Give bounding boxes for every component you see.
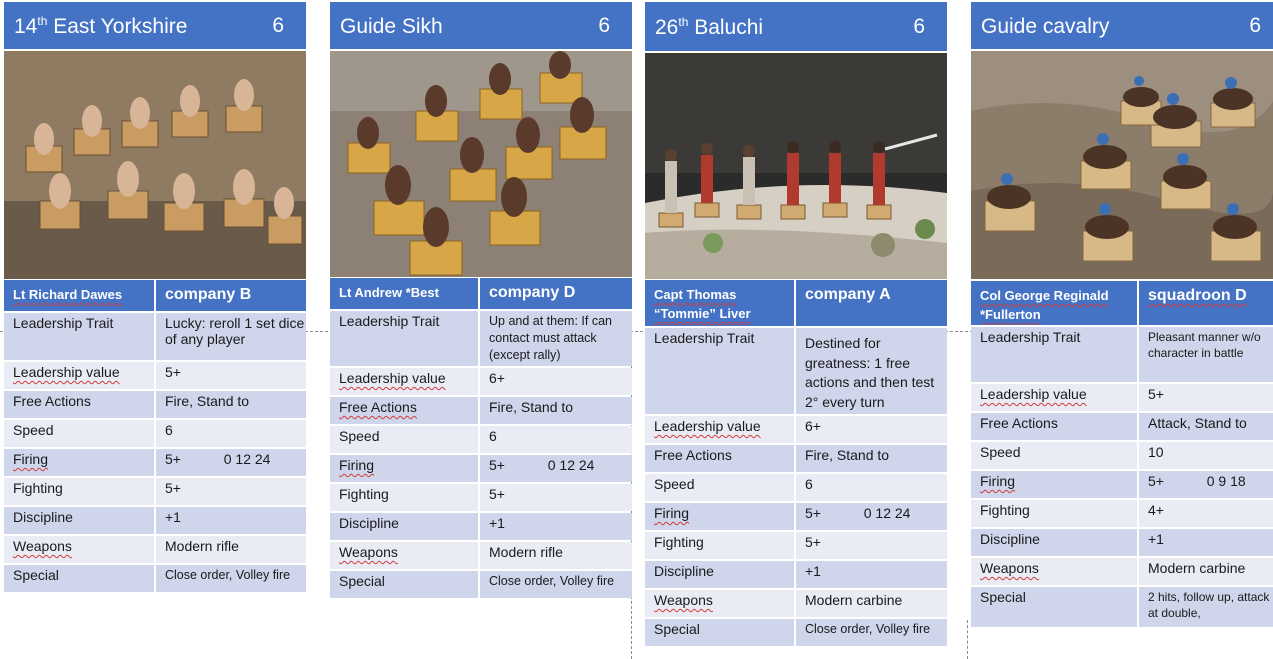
- commander-name: Col George Reginald *Fullerton: [971, 281, 1139, 325]
- table-row: Leadership value 5+: [971, 384, 1273, 411]
- unit-rating: 6: [1249, 14, 1261, 37]
- commander-name: Capt Thomas “Tommie” Liver: [645, 280, 796, 326]
- company-name: company B: [156, 280, 306, 311]
- unit-name: Guide Sikh: [340, 15, 443, 38]
- table-header-row: [4, 280, 306, 311]
- table-row: Leadership Trait Destined for greatness: 1 free actions and then test 2° every turn: [645, 328, 947, 414]
- unit-card-header: [971, 2, 1273, 49]
- table-row: Weapons Modern carbine: [971, 558, 1273, 585]
- unit-rating: 6: [913, 15, 925, 38]
- slide-guide-line: [967, 620, 968, 659]
- unit-stats-table: [645, 278, 947, 648]
- table-row: Free Actions Fire, Stand to: [645, 445, 947, 472]
- table-row: Discipline +1: [4, 507, 306, 534]
- commander-name: Lt Andrew *Best: [330, 278, 480, 309]
- unit-photo: [4, 51, 306, 279]
- table-row: Weapons Modern rifle: [330, 542, 632, 569]
- unit-card-header: [4, 2, 306, 49]
- table-row: Fighting 4+: [971, 500, 1273, 527]
- table-row: Discipline +1: [645, 561, 947, 588]
- table-row: Discipline +1: [330, 513, 632, 540]
- table-header-row: [971, 281, 1273, 325]
- company-name: squadroon D: [1139, 281, 1273, 325]
- table-row: Leadership value 6+: [645, 416, 947, 443]
- table-row: Leadership value 6+: [330, 368, 632, 395]
- table-row: Special Close order, Volley fire: [4, 565, 306, 592]
- unit-rating: 6: [272, 14, 284, 37]
- unit-stats-table: [330, 276, 632, 600]
- table-header-row: [330, 278, 632, 309]
- table-header-row: [645, 280, 947, 326]
- unit-rating: 6: [598, 14, 610, 37]
- table-row: Firing 5+ 0 12 24: [4, 449, 306, 476]
- table-row: Firing 5+ 0 12 24: [330, 455, 632, 482]
- table-row: Firing 5+ 0 12 24: [645, 503, 947, 530]
- unit-stats-table: [971, 279, 1273, 629]
- table-row: Weapons Modern carbine: [645, 590, 947, 617]
- unit-card-header: [330, 2, 632, 49]
- table-row: Special 2 hits, follow up, attack at double,: [971, 587, 1273, 627]
- table-row: Speed 6: [330, 426, 632, 453]
- table-row: Speed 10: [971, 442, 1273, 469]
- table-row: Discipline +1: [971, 529, 1273, 556]
- table-row: Leadership value 5+: [4, 362, 306, 389]
- table-row: Leadership Trait Up and at them: If can contact must attack (except rally): [330, 311, 632, 366]
- table-row: Firing 5+ 0 9 18: [971, 471, 1273, 498]
- table-row: Leadership Trait Lucky: reroll 1 set dice of any player: [4, 313, 306, 360]
- unit-name: Guide cavalry: [981, 15, 1110, 38]
- unit-photo: [971, 51, 1273, 279]
- table-row: Weapons Modern rifle: [4, 536, 306, 563]
- unit-photo: [645, 53, 947, 279]
- table-row: Leadership Trait Pleasant manner w/o character in battle: [971, 327, 1273, 382]
- table-row: Fighting 5+: [4, 478, 306, 505]
- company-name: company D: [480, 278, 632, 309]
- unit-photo: [330, 51, 632, 277]
- table-row: Speed 6: [645, 474, 947, 501]
- unit-name: 26th Baluchi: [655, 15, 764, 39]
- table-row: Fighting 5+: [330, 484, 632, 511]
- table-row: Speed 6: [4, 420, 306, 447]
- table-row: Free Actions Fire, Stand to: [4, 391, 306, 418]
- table-row: Free Actions Attack, Stand to: [971, 413, 1273, 440]
- unit-stats-table: [4, 278, 306, 594]
- table-row: Free Actions Fire, Stand to: [330, 397, 632, 424]
- table-row: Special Close order, Volley fire: [645, 619, 947, 646]
- table-row: Special Close order, Volley fire: [330, 571, 632, 598]
- unit-card-header: [645, 2, 947, 51]
- unit-name: 14th East Yorkshire: [14, 14, 188, 38]
- company-name: company A: [796, 280, 947, 326]
- table-row: Fighting 5+: [645, 532, 947, 559]
- commander-name: Lt Richard Dawes: [4, 280, 156, 311]
